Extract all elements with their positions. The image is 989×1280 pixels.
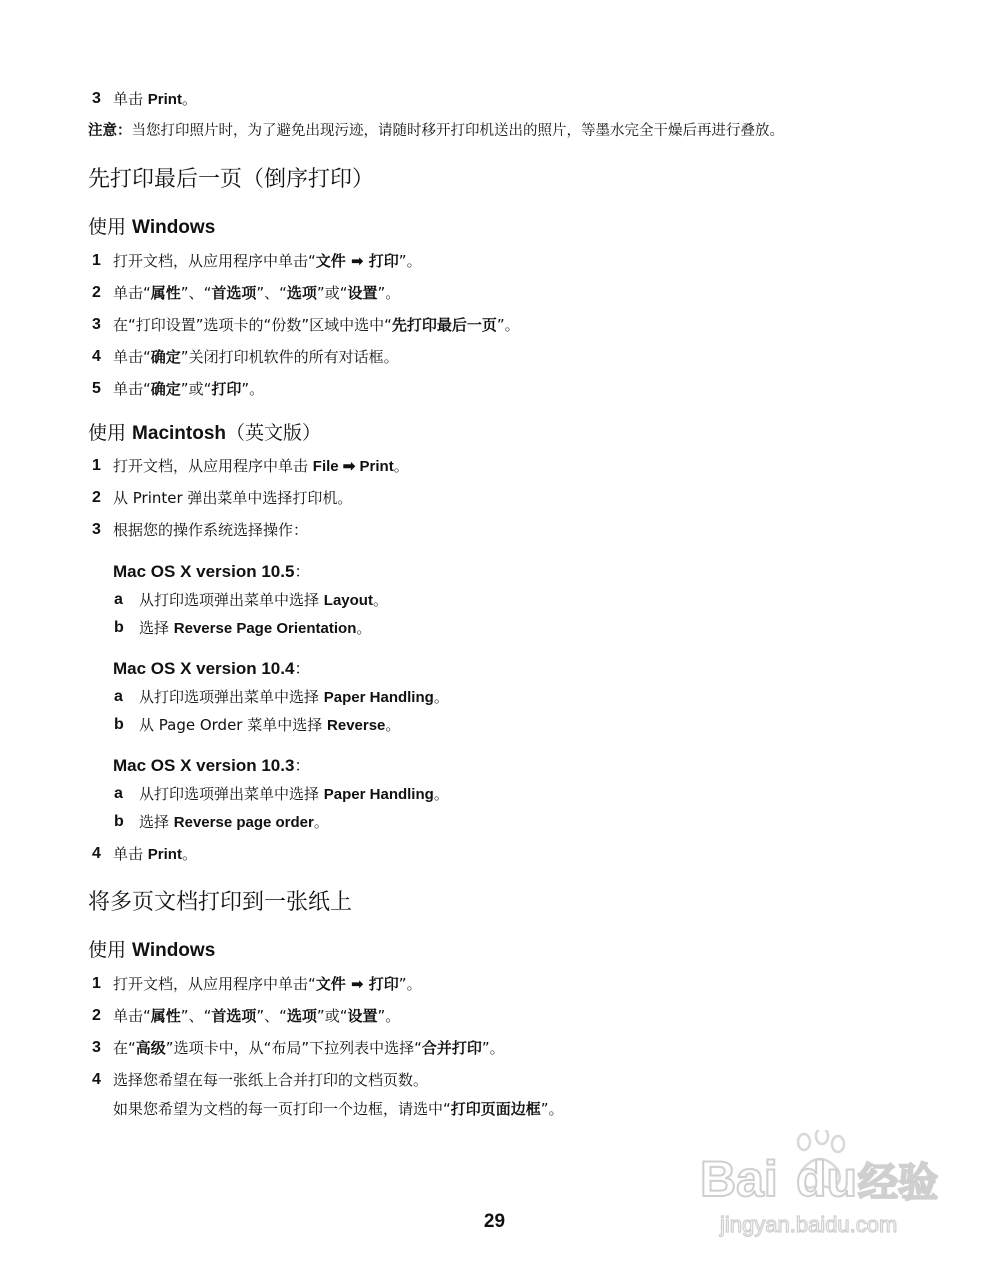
- text: 单击: [113, 90, 148, 108]
- text: 从打印选项弹出菜单中选择: [139, 688, 324, 706]
- text: ”或“: [180, 380, 212, 398]
- step-text: [139, 784, 449, 805]
- step-number: 2: [92, 284, 101, 301]
- bold-text: 属性: [150, 1007, 181, 1025]
- text: 。: [181, 90, 197, 108]
- step-number: 3: [92, 521, 101, 538]
- watermark-brand-jingyan: 经验: [858, 1160, 938, 1206]
- bold-text: Mac OS X version 10.3: [113, 756, 295, 775]
- text: 单击“: [113, 284, 151, 302]
- text: 从 Page Order 菜单中选择: [139, 716, 328, 734]
- text: ”关闭打印机软件的所有对话框。: [180, 348, 399, 366]
- page-number: 29: [483, 1211, 506, 1232]
- text: 。: [433, 688, 449, 706]
- text: 单击“: [113, 380, 151, 398]
- text: 单击“: [113, 1007, 151, 1025]
- step-text: [139, 687, 449, 708]
- bold-text: Paper Handling: [323, 786, 434, 803]
- step-text: [139, 590, 388, 611]
- text: ”。: [540, 1100, 564, 1118]
- text: 选择: [139, 619, 174, 637]
- text: （英文版）: [226, 422, 322, 444]
- text: ”。: [481, 1039, 505, 1057]
- bold-text: 确定: [150, 348, 181, 366]
- step-number: 1: [92, 975, 101, 992]
- text: 打开文档，从应用程序中单击“: [113, 252, 316, 270]
- step-number: 3: [92, 1039, 101, 1056]
- note: [88, 121, 784, 141]
- bold-text: 设置: [347, 1007, 378, 1025]
- text: ”、“: [180, 1007, 212, 1025]
- text: 在“打印设置”选项卡的“份数”区域中选中“: [113, 316, 392, 334]
- text: 单击“: [113, 348, 151, 366]
- step-number: 4: [92, 348, 101, 365]
- list-item-note: [113, 1099, 564, 1119]
- heading-mac-10-4: [113, 658, 310, 680]
- step-text: [113, 89, 197, 110]
- text: 。: [181, 845, 197, 863]
- sub-step-letter: a: [114, 785, 123, 802]
- text: 打开文档，从应用程序中单击“: [113, 975, 316, 993]
- bold-text: Paper Handling: [323, 689, 434, 706]
- bold-text: 打印页面边框: [450, 1100, 541, 1118]
- bold-text: 选项: [286, 284, 317, 302]
- bold-text: Macintosh: [132, 423, 226, 444]
- bold-text: Windows: [132, 217, 216, 238]
- bold-text: Print: [147, 91, 182, 108]
- text: 打开文档，从应用程序中单击: [113, 457, 313, 475]
- heading-windows: [88, 215, 215, 240]
- step-text: [113, 379, 264, 399]
- step-text: [113, 974, 422, 994]
- heading-mac-10-5: [113, 561, 310, 583]
- sub-step-letter: b: [114, 716, 124, 733]
- text: 从打印选项弹出菜单中选择: [139, 591, 324, 609]
- text: 从打印选项弹出菜单中选择: [139, 785, 324, 803]
- step-text: [113, 315, 520, 335]
- step-number: 1: [92, 252, 101, 269]
- text: ”或“: [316, 284, 348, 302]
- step-text: 从 Printer 弹出菜单中选择打印机。: [113, 489, 353, 507]
- text: 。: [356, 619, 372, 637]
- text: 在“: [113, 1039, 136, 1057]
- step-number: 4: [92, 845, 101, 862]
- text: ”。: [377, 1007, 401, 1025]
- step-text: [113, 1006, 400, 1026]
- step-text: 选择您希望在每一张纸上合并打印的文档页数。: [113, 1071, 429, 1089]
- text: ：: [294, 659, 311, 678]
- step-number: 3: [92, 90, 101, 107]
- text: 使用: [88, 216, 133, 238]
- text: 如果您希望为文档的每一页打印一个边框，请选中“: [113, 1100, 451, 1118]
- bold-text: 打印: [211, 380, 242, 398]
- text: ”。: [377, 284, 401, 302]
- step-text: [113, 844, 197, 865]
- watermark-brand-du: du: [796, 1151, 858, 1207]
- bold-text: Reverse page order: [173, 814, 314, 831]
- step-number: 3: [92, 316, 101, 333]
- bold-text: 属性: [150, 284, 181, 302]
- text: ”。: [398, 252, 422, 270]
- text: 使用: [88, 939, 133, 961]
- bold-text: 先打印最后一页: [391, 316, 497, 334]
- note-text: 当您打印照片时，为了避免出现污迹，请随时移开打印机送出的照片，等墨水完全干燥后再进行叠放。: [131, 123, 784, 139]
- text: ”。: [496, 316, 520, 334]
- step-text: [139, 715, 400, 736]
- bold-text: Layout: [323, 592, 373, 609]
- text: ”。: [241, 380, 265, 398]
- bold-text: Windows: [132, 940, 216, 961]
- text: 。: [372, 591, 388, 609]
- watermark-url: jingyan.baidu.com: [720, 1212, 898, 1237]
- text: ：: [294, 562, 311, 581]
- sub-step-letter: a: [114, 688, 123, 705]
- text: ”。: [398, 975, 422, 993]
- bold-text: 首选项: [211, 1007, 257, 1025]
- bold-text: Mac OS X version 10.4: [113, 659, 295, 678]
- bold-text: Mac OS X version 10.5: [113, 562, 295, 581]
- step-number: 5: [92, 380, 101, 397]
- step-text: [113, 251, 422, 271]
- bold-text: 首选项: [211, 284, 257, 302]
- text: ”、“: [256, 1007, 287, 1025]
- text: 。: [313, 813, 329, 831]
- step-number: 4: [92, 1071, 101, 1088]
- step-text: [139, 812, 329, 833]
- step-text: [139, 618, 371, 639]
- bold-text: Reverse Page Orientation: [173, 620, 357, 637]
- text: ”、“: [180, 284, 212, 302]
- bold-text: 合并打印: [421, 1039, 482, 1057]
- text: ”、“: [256, 284, 287, 302]
- bold-text: Reverse: [327, 717, 386, 734]
- step-text: [113, 347, 399, 367]
- sub-step-letter: a: [114, 591, 123, 608]
- text: 选择: [139, 813, 174, 831]
- bold-text: 确定: [150, 380, 181, 398]
- step-text: [113, 456, 409, 477]
- step-text: [113, 1038, 505, 1058]
- baidu-jingyan-watermark: [700, 1130, 970, 1260]
- bold-text: 文件 ➡ 打印: [315, 975, 399, 993]
- heading-macintosh: [88, 421, 321, 446]
- heading-mac-10-3: [113, 755, 310, 777]
- bold-text: File ➡ Print: [312, 458, 394, 475]
- bold-text: Print: [147, 846, 182, 863]
- step-text: 根据您的操作系统选择操作：: [113, 521, 309, 539]
- bold-text: 选项: [286, 1007, 317, 1025]
- text: ”选项卡中，从“布局”下拉列表中选择“: [165, 1039, 422, 1057]
- text: 。: [433, 785, 449, 803]
- text: 。: [393, 457, 409, 475]
- sub-step-letter: b: [114, 619, 124, 636]
- bold-text: 高级: [135, 1039, 166, 1057]
- text: 使用: [88, 422, 133, 444]
- step-number: 1: [92, 457, 101, 474]
- bold-text: 文件 ➡ 打印: [315, 252, 399, 270]
- step-text: [113, 283, 400, 303]
- note-label: 注意：: [88, 123, 132, 139]
- step-number: 2: [92, 1007, 101, 1024]
- text: ：: [294, 756, 311, 775]
- sub-step-letter: b: [114, 813, 124, 830]
- text: ”或“: [316, 1007, 348, 1025]
- section-title-reverse-print: 先打印最后一页（倒序打印）: [88, 167, 375, 192]
- step-number: 2: [92, 489, 101, 506]
- section-title-multipage: 将多页文档打印到一张纸上: [88, 890, 353, 915]
- bold-text: 设置: [347, 284, 378, 302]
- watermark-brand-bai: Bai: [700, 1151, 778, 1207]
- text: 单击: [113, 845, 148, 863]
- text: 。: [385, 716, 401, 734]
- heading-windows: [88, 938, 215, 963]
